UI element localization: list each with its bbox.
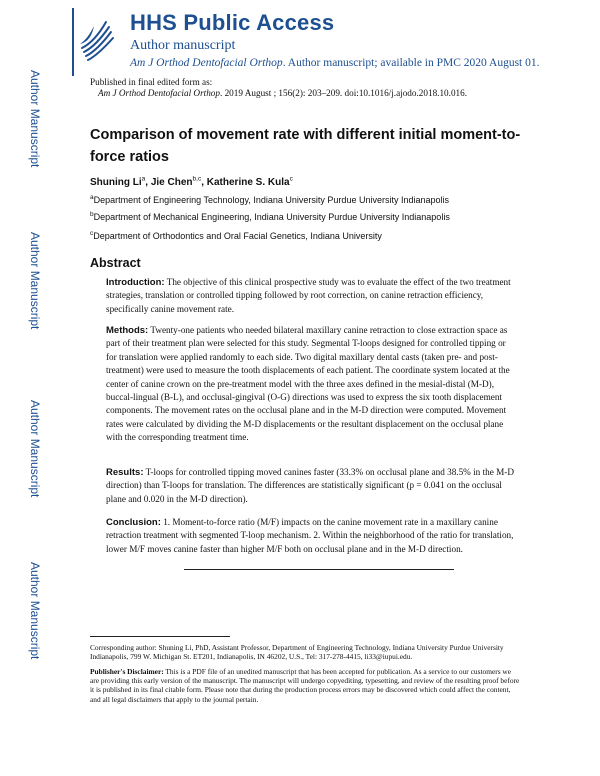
affiliation-sup: c	[90, 230, 94, 237]
side-label-4: Author Manuscript	[28, 562, 42, 660]
abstract-heading: Abstract	[90, 256, 141, 270]
published-in	[90, 77, 467, 99]
publisher-disclaimer	[90, 667, 520, 704]
published-in-citation-line	[90, 88, 467, 99]
author-sup: a	[141, 175, 146, 183]
results-label: Results:	[106, 467, 144, 478]
affiliation-text: Department of Mechanical Engineering, Indiana University Purdue University Indianapolis	[93, 212, 450, 222]
header-availability	[130, 57, 540, 69]
header-title: HHS Public Access	[130, 10, 335, 35]
affiliation-text: Department of Orthodontics and Oral Facial Genetics, Indiana University	[93, 231, 382, 241]
affiliation-text: Department of Engineering Technology, Indiana University Purdue University Indianapolis	[93, 195, 449, 205]
corresponding-author-note: Corresponding author: Shuning Li, PhD, Assistant Professor, Department of Engineering Technology, Indiana University Purdue University Indianapolis, 799 W. Michigan St. ET201, Indianapolis, IN 46202, U.S., Tel: 317-278-4415, li33@iupui.edu.	[90, 643, 504, 662]
abstract-results	[106, 466, 518, 506]
article-title: Comparison of movement rate with different initial moment-to-force ratios	[90, 127, 521, 165]
published-in-journal: Am J Orthod Dentofacial Orthop	[98, 88, 220, 98]
affiliation-sup: a	[90, 194, 94, 201]
author-sup: b,c	[192, 175, 202, 183]
results-text: T-loops for controlled tipping moved canines faster (33.3% on occlusal plane and 38.5% in the M-D direction) than T-loops for translation. The differences are statistically significant (p = 0.041 on the occlusal plane and 0.020 in the M-D direction).	[106, 467, 514, 504]
header-subtitle: Author manuscript	[130, 38, 236, 53]
affiliation-sup: b	[90, 211, 94, 218]
affiliation	[90, 231, 382, 241]
abstract-introduction	[106, 276, 518, 316]
footnote-divider	[90, 636, 230, 637]
author-name: Jie Chen	[150, 177, 193, 188]
author-list: Shuning Li$^a$, Jie Chen$^{b,c}$, Katherine S. Kula$^c$	[90, 175, 293, 188]
author-name: Shuning Li	[90, 177, 142, 188]
author-sup: c	[289, 175, 293, 183]
affiliation	[90, 195, 449, 205]
affiliation	[90, 212, 450, 222]
header-journal: Am J Orthod Dentofacial Orthop	[130, 57, 283, 69]
published-in-label: Published in final edited form as:	[90, 77, 213, 87]
disclaimer-text: This is a PDF file of an unedited manuscript that has been accepted for publication. As a service to our customers we are providing this early version of the manuscript. The manuscript will undergo copyediting, typesetting, and review of the resulting proof before it is published in its final citable form. Please note that during the production process errors may be discovered which could affect the content, and all legal disclaimers that apply to the journal pertain.	[90, 667, 520, 704]
introduction-text: The objective of this clinical prospective study was to evaluate the effect of the two treatment strategies, translation or controlled tipping followed by root correction, on canine retraction efficiency, specifically canine movement rate.	[106, 277, 511, 314]
header-divider	[72, 8, 74, 76]
conclusion-text: 1. Moment-to-force ratio (M/F) impacts on the canine movement rate in a maxillary canine retraction treatment with segmented T-loop mechanism. 2. Within the neighborhood of the ratio for translation, lower M/F moves canine faster than higher M/F both on occlusal plane and in the M-D direction.	[106, 517, 514, 554]
disclaimer-label: Publisher's Disclaimer:	[90, 667, 164, 676]
published-in-citation: . 2019 August ; 156(2): 203–209. doi:10.1016/j.ajodo.2018.10.016.	[219, 88, 468, 98]
methods-text: Twenty-one patients who needed bilateral maxillary canine retraction to close extraction space as part of their treatment plan were selected for this study. Segmental T-loops designed for controlled tipping or for translation were applied randomly to each side. Two digital maxillary dental casts (taken pre- and post-treatment) were used to measure the tooth displacements of each patient. The coordinate system located at the center of canine crown on the pre-treatment model with the three axes defined in the mesial-distal (M-D), buccal-lingual (B-L), and occlusal-gingival (O-G) directions was used to express the six tooth displacement components. The movement rates on the occlusal plane and in the M-D direction were computed. Movement rates were calculated by dividing the M-D displacements or the resultant displacement on the occlusal plane with the corresponding treatment time.	[106, 325, 510, 443]
abstract-conclusion	[106, 516, 518, 556]
author-name: Katherine S. Kula	[206, 177, 290, 188]
side-label-2: Author Manuscript	[28, 232, 42, 330]
header-availability-text: . Author manuscript; available in PMC 2020 August 01.	[282, 57, 540, 69]
hhs-eagle-logo-icon	[76, 14, 116, 64]
abstract-methods	[106, 324, 518, 445]
introduction-label: Introduction:	[106, 277, 165, 288]
side-label-1: Author Manuscript	[28, 70, 42, 168]
abstract-end-rule	[184, 569, 454, 570]
conclusion-label: Conclusion:	[106, 517, 161, 528]
side-label-3: Author Manuscript	[28, 400, 42, 498]
methods-label: Methods:	[106, 325, 149, 336]
